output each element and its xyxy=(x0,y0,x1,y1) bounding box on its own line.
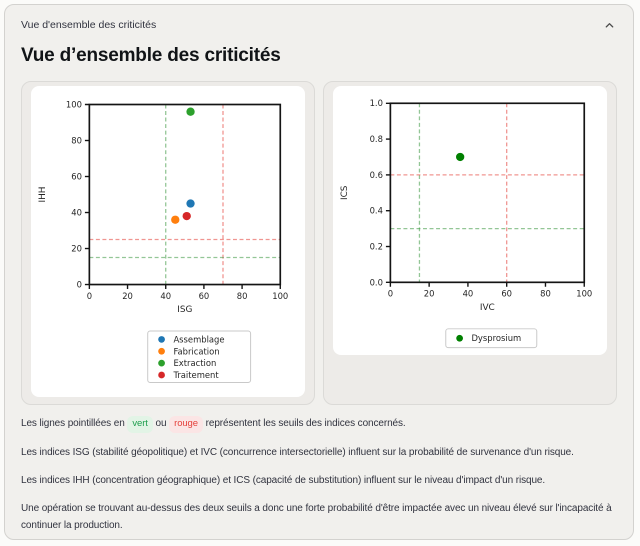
svg-text:80: 80 xyxy=(236,290,248,301)
axis-ticks xyxy=(370,98,593,298)
chart-legend xyxy=(446,329,537,348)
badge-rouge: rouge xyxy=(169,416,203,433)
legend-marker-dysprosium xyxy=(456,335,463,342)
expander-criticites xyxy=(4,4,634,540)
svg-text:20: 20 xyxy=(71,243,82,254)
note-conclusion: Une opération se trouvant au-dessus des deux seuils a donc une forte probabilité d'être impactée avec un niveau élevé sur l'incapacité à continuer la production. xyxy=(21,503,612,532)
scatter-chart-isg-ihh xyxy=(31,86,305,397)
legend-label-extraction: Extraction xyxy=(173,358,217,369)
legend-marker-traitement xyxy=(158,372,165,379)
x-axis-label: ISG xyxy=(177,305,193,316)
legend-label-traitement: Traitement xyxy=(173,370,219,381)
svg-text:0: 0 xyxy=(86,290,93,301)
svg-text:100: 100 xyxy=(576,288,593,299)
data-point-fabrication xyxy=(171,216,179,224)
chevron-up-icon[interactable] xyxy=(601,17,617,33)
chart-card-isg-ihh xyxy=(21,81,315,405)
chart-card-ivc-ics xyxy=(323,81,617,405)
data-point-dysprosium xyxy=(456,153,464,161)
note-thresholds-prefix: Les lignes pointillées en xyxy=(21,418,125,429)
expander-header[interactable] xyxy=(5,5,633,33)
legend-marker-extraction xyxy=(158,360,165,367)
chart-figure-isg-ihh xyxy=(31,86,305,397)
data-point-assemblage xyxy=(186,199,194,207)
svg-text:0: 0 xyxy=(76,279,82,290)
note-isg-ivc: Les indices ISG (stabilité géopolitique) et IVC (concurrence intersectorielle) influent sur la probabilité de survenance d'un risque. xyxy=(21,447,574,459)
svg-text:0.4: 0.4 xyxy=(369,205,383,216)
x-axis-label: IVC xyxy=(479,303,495,314)
svg-text:0.6: 0.6 xyxy=(369,169,383,180)
scatter-chart-ivc-ics xyxy=(333,86,607,355)
svg-text:0.2: 0.2 xyxy=(369,241,383,252)
legend-marker-assemblage xyxy=(158,336,165,343)
data-points xyxy=(171,108,195,224)
svg-text:20: 20 xyxy=(423,288,435,299)
expander-label[interactable]: Vue d'ensemble des criticités xyxy=(21,19,157,31)
data-points xyxy=(456,153,464,161)
charts-row xyxy=(21,81,617,405)
svg-text:0.0: 0.0 xyxy=(369,277,383,288)
svg-text:0: 0 xyxy=(387,288,394,299)
svg-text:40: 40 xyxy=(71,207,82,218)
chart-figure-ivc-ics xyxy=(333,86,607,355)
svg-text:40: 40 xyxy=(462,288,474,299)
svg-text:60: 60 xyxy=(198,290,210,301)
legend-label-assemblage: Assemblage xyxy=(173,334,225,345)
note-thresholds-middle: ou xyxy=(155,418,167,429)
svg-text:1.0: 1.0 xyxy=(369,98,383,109)
notes-section xyxy=(21,415,617,534)
svg-text:0.8: 0.8 xyxy=(369,134,383,145)
svg-text:20: 20 xyxy=(122,290,133,301)
axis-ticks xyxy=(66,99,288,300)
svg-text:80: 80 xyxy=(540,288,551,299)
page-title: Vue d’ensemble des criticités xyxy=(21,45,281,66)
svg-text:40: 40 xyxy=(160,290,172,301)
data-point-traitement xyxy=(183,212,191,220)
note-thresholds-suffix: représentent les seuils des indices concernés. xyxy=(205,418,406,429)
y-axis-label: IHH xyxy=(37,186,48,203)
y-axis-label: ICS xyxy=(339,185,350,201)
svg-text:100: 100 xyxy=(65,99,82,110)
legend-label-dysprosium: Dysprosium xyxy=(471,333,522,344)
legend-label-fabrication: Fabrication xyxy=(173,346,220,357)
note-ihh-ics: Les indices IHH (concentration géographique) et ICS (capacité de substitution) influent sur le niveau d'impact d'un risque. xyxy=(21,475,546,487)
svg-text:100: 100 xyxy=(272,290,289,301)
svg-text:60: 60 xyxy=(71,171,82,182)
threshold-lines xyxy=(89,105,280,285)
data-point-extraction xyxy=(186,108,194,116)
svg-text:80: 80 xyxy=(71,135,82,146)
threshold-lines xyxy=(390,103,584,282)
note-thresholds xyxy=(21,415,617,433)
legend-marker-fabrication xyxy=(158,348,165,355)
badge-vert: vert xyxy=(127,416,152,433)
chart-legend xyxy=(148,331,251,382)
svg-text:60: 60 xyxy=(501,288,513,299)
